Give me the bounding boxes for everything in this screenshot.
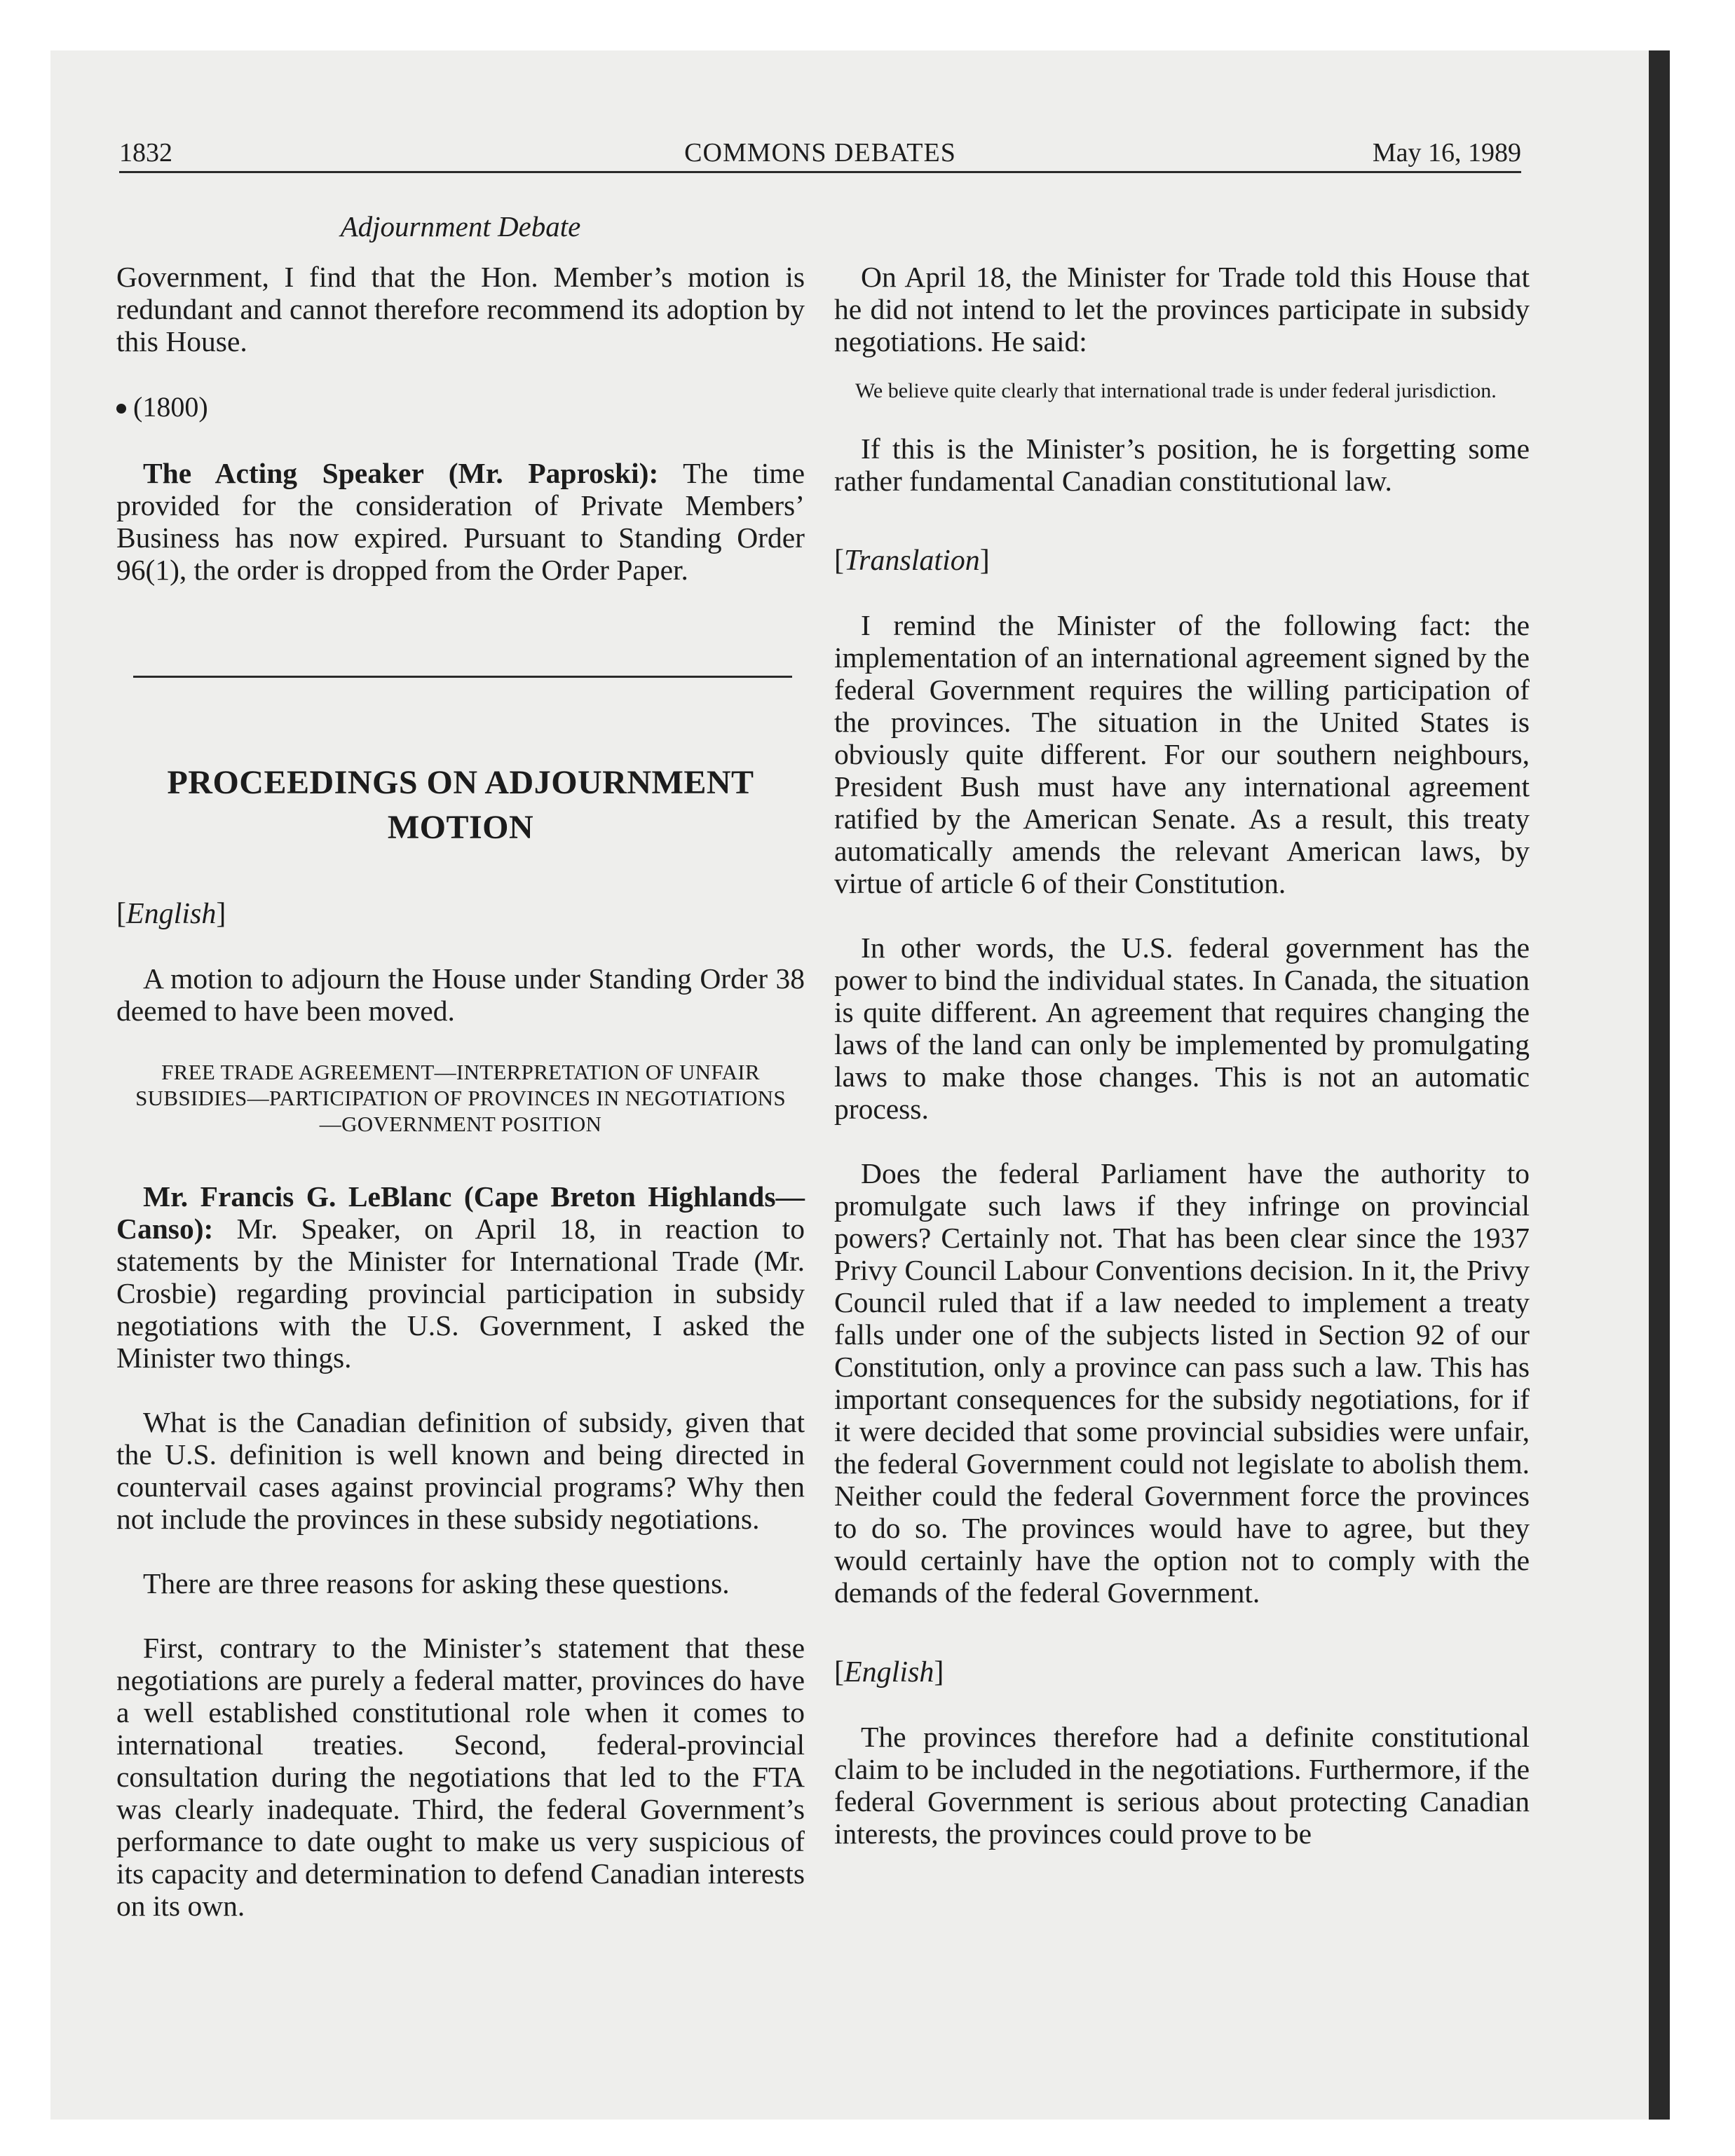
paragraph: First, contrary to the Minister’s statement that these negotiations are purely a federal matter, provinces do have a well established constitutional role when it comes to international treaties. Second, federal-provincial consultation during the negotiations that led to the FTA was clearly inadequate. Third, the federal Government’s performance to date ought to make us very suspicious of its capacity and determination to defend Canadian interests on its own. [116, 1632, 805, 1922]
section-title: Adjournment Debate [340, 210, 581, 243]
language-marker-text: English [844, 1656, 934, 1688]
paragraph: Government, I find that the Hon. Member’s motion is redundant and cannot therefore recommend its adoption by this House. [116, 261, 805, 357]
speaker-name: The Acting Speaker (Mr. Paproski): [143, 457, 659, 489]
language-marker-text: English [126, 898, 217, 930]
publication-title: COMMONS DEBATES [684, 138, 956, 168]
scan-edge-shadow [1649, 50, 1670, 2120]
speaker-name: Mr. Francis G. LeBlanc (Cape Breton Highlands—Canso): [116, 1180, 805, 1245]
bullet-icon [116, 404, 126, 414]
time-stamp [116, 391, 805, 423]
paragraph: A motion to adjourn the House under Standing Order 38 deemed to have been moved. [116, 962, 805, 1027]
paragraph: I remind the Minister of the following fact: the implementation of an international agreement signed by the federal Government requires the willing participation of the provinces. The situation in the United States is obviously quite different. For our southern neighbours, President Bush must have any international agreement ratified by the American Senate. As a result, this treaty automatically amends the relevant American laws, by virtue of article 6 of their Constitution. [834, 609, 1530, 899]
left-column [116, 210, 805, 1922]
paragraph [116, 1180, 805, 1374]
page-header [119, 132, 1521, 173]
language-marker: [Translation] [834, 545, 990, 577]
language-marker-text: Translation [844, 545, 980, 577]
paragraph [116, 457, 805, 586]
time-stamp-text: (1800) [133, 391, 208, 423]
paragraph: In other words, the U.S. federal government has the power to bind the individual states. In Canada, the situation is quite different. An agreement that requires changing the laws of the land can only be implemented by promulgating laws to make those changes. This is not an automatic process. [834, 932, 1530, 1125]
paragraph: If this is the Minister’s position, he is forgetting some rather fundamental Canadian constitutional law. [834, 432, 1530, 497]
speech-text: Mr. Speaker, on April 18, in reaction to statements by the Minister for International Trade (Mr. Crosbie) regarding provincial participation in subsidy negotiations with the U.S. Government, I asked the Minister two things. [116, 1213, 805, 1374]
language-marker: [English] [116, 898, 226, 930]
page-number: 1832 [119, 138, 172, 168]
paragraph: On April 18, the Minister for Trade told this House that he did not intend to let the provinces participate in subsidy negotiations. He said: [834, 261, 1530, 357]
topic-subheading: FREE TRADE AGREEMENT—INTERPRETATION OF UNFAIR SUBSIDIES—PARTICIPATION OF PROVINCES IN NEGOTIATIONS—GOVERNMENT POSITION [135, 1060, 786, 1136]
language-marker: [English] [834, 1656, 944, 1688]
paragraph: There are three reasons for asking these questions. [143, 1567, 730, 1599]
page-date: May 16, 1989 [1372, 138, 1521, 168]
paragraph: What is the Canadian definition of subsidy, given that the U.S. definition is well known and being directed in countervail cases against provincial programs? Why then not include the provinces in these subsidy negotiations. [116, 1406, 805, 1535]
paragraph: The provinces therefore had a definite constitutional claim to be included in the negotiations. Furthermore, if the federal Government is serious about protecting Canadian interests, the provinces could prove to be [834, 1721, 1530, 1850]
speech-text: The time provided for the consideration of Private Members’ Business has now expired. Pursuant to Standing Order 96(1), the order is dropped from the Order Paper. [116, 457, 805, 586]
paragraph: Does the federal Parliament have the authority to promulgate such laws if they infringe on provincial powers? Certainly not. That has been clear since the 1937 Privy Council Labour Conventions decision. In it, the Privy Council ruled that if a law needed to implement a treaty falls under one of the subjects listed in Section 92 of our Constitution, only a province can pass such a law. This has important consequences for the subsidy negotiations, for if it were decided that some provincial subsidies were unfair, the federal Government could not legislate to abolish them. Neither could the federal Government force the provinces to do so. The provinces would have to agree, but they would certainly have the option not to comply with the demands of the federal Government. [834, 1157, 1530, 1609]
block-quote: We believe quite clearly that international trade is under federal jurisdiction. [855, 379, 1497, 402]
proceedings-heading: PROCEEDINGS ON ADJOURNMENT MOTION [167, 764, 754, 846]
right-column [834, 261, 1530, 1850]
section-divider [133, 676, 792, 678]
